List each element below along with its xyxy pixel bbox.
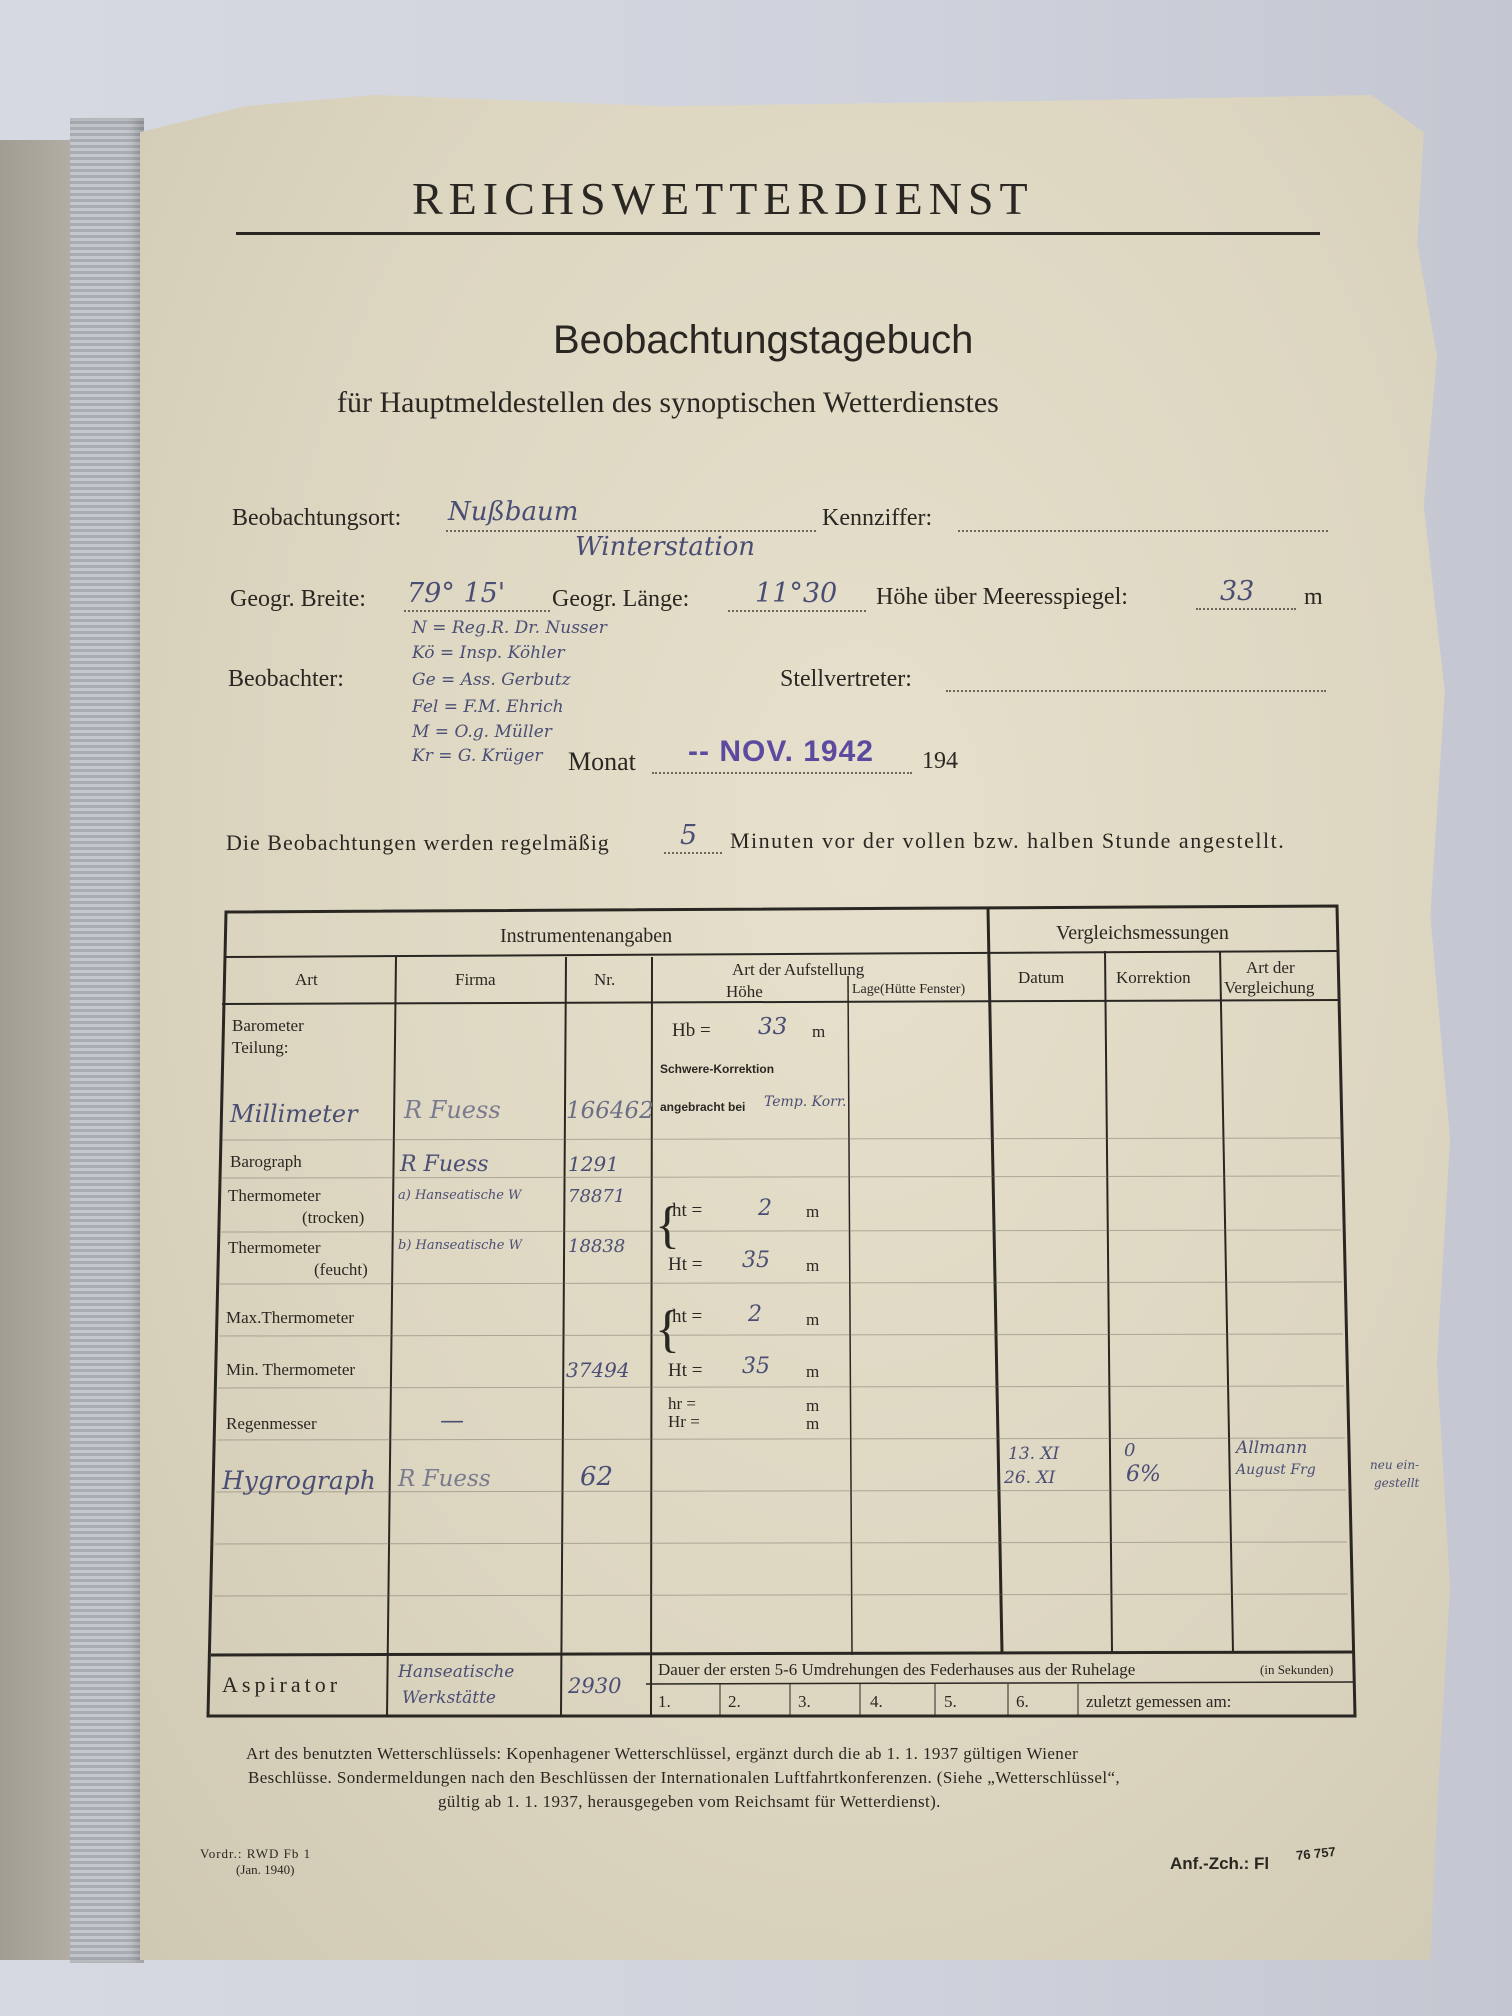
group-vergleichsmessungen: Vergleichsmessungen [1056, 922, 1229, 944]
row-aspirator: Aspirator [222, 1672, 342, 1697]
dauer-col-5: 5. [944, 1692, 957, 1711]
hoehe-label: Höhe über Meeresspiegel: [876, 584, 1128, 610]
beobachter-note-1: N = Reg.R. Dr. Nusser [412, 618, 607, 638]
hygro-korr-2: 6% [1126, 1462, 1161, 1487]
row-barograph: Barograph [230, 1152, 302, 1171]
hygro-nr: 62 [580, 1462, 614, 1492]
row-barometer: Barometer [232, 1016, 304, 1035]
thermo-trocken-firma: a) Hanseatische W [398, 1188, 522, 1203]
hygro-datum-1: 13. XI [1008, 1444, 1060, 1464]
beobachter-note-4: Fel = F.M. Ehrich [412, 697, 564, 717]
hygro-datum-2: 26. XI [1004, 1468, 1056, 1488]
laenge-value: 11°30 [755, 578, 838, 609]
ht2-unit: m [806, 1310, 820, 1329]
barograph-firma: R Fuess [400, 1152, 489, 1177]
col-nr: Nr. [594, 970, 616, 989]
hygro-art-2: August Frg [1236, 1462, 1316, 1478]
breite-value: 79° 15' [407, 578, 506, 609]
hygro-art-1: Allmann [1236, 1438, 1308, 1458]
row-regenmesser: Regenmesser [226, 1414, 317, 1433]
beobachter-label: Beobachter: [228, 666, 344, 692]
document-subtitle: für Hauptmeldestellen des synoptischen Wetterdienstes [337, 386, 999, 419]
dauer-unit: (in Sekunden) [1260, 1662, 1334, 1677]
schedule-minutes: 5 [680, 820, 698, 851]
hygro-margin-2: gestellt [1374, 1476, 1420, 1490]
anf-zch-number: 76 757 [1295, 1843, 1337, 1864]
ht-value: 2 [758, 1196, 772, 1221]
zuletzt-gemessen: zuletzt gemessen am: [1086, 1692, 1232, 1711]
dauer-col-1: 1. [658, 1692, 671, 1711]
hr-unit: m [806, 1396, 820, 1415]
group-instrumentenangaben: Instrumentenangaben [500, 925, 673, 947]
col-korrektion: Korrektion [1116, 968, 1191, 987]
dauer-col-2: 2. [728, 1692, 741, 1711]
year-prefix: 194 [922, 748, 958, 774]
beobachter-note-2: Kö = Insp. Köhler [412, 643, 565, 663]
Ht2-value: 35 [742, 1354, 770, 1379]
Ht2-unit: m [806, 1362, 820, 1381]
barograph-nr: 1291 [568, 1152, 619, 1176]
dauer-col-6: 6. [1016, 1692, 1029, 1711]
thermo-trocken-nr: 78871 [568, 1186, 626, 1207]
barometer-teilung-value: Millimeter [230, 1100, 358, 1128]
schedule-text-1: Die Beobachtungen werden regelmäßig [226, 830, 610, 855]
barometer-firma: R Fuess [404, 1096, 501, 1124]
hb-value: 33 [758, 1014, 788, 1040]
dauer-label: Dauer der ersten 5-6 Umdrehungen des Federhauses aus der Ruhelage [658, 1660, 1136, 1679]
monat-stamp: -- NOV. 1942 [688, 735, 874, 768]
beobachtungsort-value: Nußbaum [448, 497, 579, 527]
dauer-col-3: 3. [798, 1692, 811, 1711]
bracket-1: { [655, 1197, 680, 1254]
row-min-thermometer: Min. Thermometer [226, 1360, 356, 1379]
col-lage: Lage(Hütte Fenster) [852, 982, 966, 997]
hygro-korr-1: 0 [1124, 1440, 1136, 1461]
thermo-feucht-firma: b) Hanseatische W [398, 1238, 522, 1253]
beobachter-note-6: Kr = G. Krüger [412, 746, 543, 766]
hoehe-value: 33 [1220, 576, 1255, 607]
laenge-label: Geogr. Länge: [552, 586, 690, 612]
schwere-korrektion: Schwere-Korrektion [660, 1062, 775, 1076]
aspirator-firma-2: Werkstätte [402, 1688, 496, 1708]
angebracht-bei: angebracht bei [660, 1100, 746, 1114]
beobachtungsort-label: Beobachtungsort: [232, 505, 402, 531]
min-thermo-nr: 37494 [566, 1358, 630, 1382]
Hr-unit: m [806, 1414, 820, 1433]
agency-title: REICHSWETTERDIENST [412, 173, 1034, 224]
stellvertreter-label: Stellvertreter: [780, 666, 912, 692]
hr-label: hr = [668, 1394, 696, 1413]
row-barometer-teilung: Teilung: [232, 1038, 289, 1057]
col-art: Art [295, 970, 318, 989]
bracket-2: { [655, 1301, 680, 1358]
row-max-thermometer: Max.Thermometer [226, 1308, 354, 1327]
hb-label: Hb = [672, 1020, 711, 1041]
hygro-margin-1: neu ein- [1370, 1458, 1420, 1472]
hoehe-unit: m [1304, 584, 1323, 610]
kennziffer-label: Kennziffer: [822, 505, 933, 531]
beobachter-note-3: Ge = Ass. Gerbutz [412, 670, 571, 690]
document-title: Beobachtungstagebuch [553, 318, 974, 362]
footer-note-1: Art des benutzten Wetterschlüssels: Kopenhagener Wetterschlüssel, ergänzt durch die ab 1. 1. 1937 gültigen Wiener [246, 1744, 1079, 1763]
col-hoehe: Höhe [726, 982, 763, 1001]
ht-unit: m [806, 1202, 820, 1221]
col-vergleichung-2: Vergleichung [1224, 978, 1315, 997]
monat-label: Monat [568, 747, 636, 776]
anf-zch-label: Anf.-Zch.: Fl [1170, 1854, 1270, 1873]
barometer-nr: 166462 [566, 1098, 654, 1124]
col-datum: Datum [1018, 968, 1065, 987]
ht2-label: ht = [672, 1306, 703, 1327]
Hr-label: Hr = [668, 1412, 700, 1431]
schedule-text-2: Minuten vor der vollen bzw. halben Stunde angestellt. [730, 828, 1286, 853]
col-firma: Firma [455, 970, 496, 989]
hb-unit: m [812, 1022, 826, 1041]
row-hygrograph: Hygrograph [222, 1466, 376, 1495]
dauer-col-4: 4. [870, 1692, 883, 1711]
regen-firma: — [440, 1406, 464, 1434]
beobachter-note-5: M = O.g. Müller [412, 722, 552, 742]
breite-label: Geogr. Breite: [230, 586, 366, 612]
angebracht-value: Temp. Korr. [764, 1094, 847, 1110]
col-vergleichung-1: Art der [1246, 958, 1295, 977]
vordruck-code: Vordr.: RWD Fb 1 [200, 1846, 312, 1861]
aspirator-firma-1: Hanseatische [398, 1662, 515, 1682]
Ht-label: Ht = [668, 1254, 703, 1275]
hygro-firma: R Fuess [398, 1466, 491, 1492]
Ht2-label: Ht = [668, 1360, 703, 1381]
beobachtungsort-value-2: Winterstation [575, 532, 756, 562]
row-thermometer-feucht: Thermometer [228, 1238, 321, 1257]
row-thermometer-feucht-2: (feucht) [314, 1260, 368, 1279]
thermo-feucht-nr: 18838 [568, 1236, 626, 1257]
col-aufstellung: Art der Aufstellung [732, 960, 865, 979]
footer-note-3: gültig ab 1. 1. 1937, herausgegeben vom Reichsamt für Wetterdienst). [438, 1792, 941, 1811]
aspirator-nr: 2930 [568, 1674, 622, 1698]
row-thermometer-trocken: Thermometer [228, 1186, 321, 1205]
ht2-value: 2 [748, 1302, 762, 1327]
Ht-value: 35 [742, 1248, 770, 1273]
vordruck-date: (Jan. 1940) [236, 1862, 295, 1877]
footer-note-2: Beschlüsse. Sondermeldungen nach den Beschlüssen der Internationalen Luftfahrtkonferenzen. (Siehe „Wetterschlüssel“, [248, 1768, 1121, 1787]
Ht-unit: m [806, 1256, 820, 1275]
ht-label: ht = [672, 1200, 703, 1221]
row-thermometer-trocken-2: (trocken) [302, 1208, 365, 1227]
